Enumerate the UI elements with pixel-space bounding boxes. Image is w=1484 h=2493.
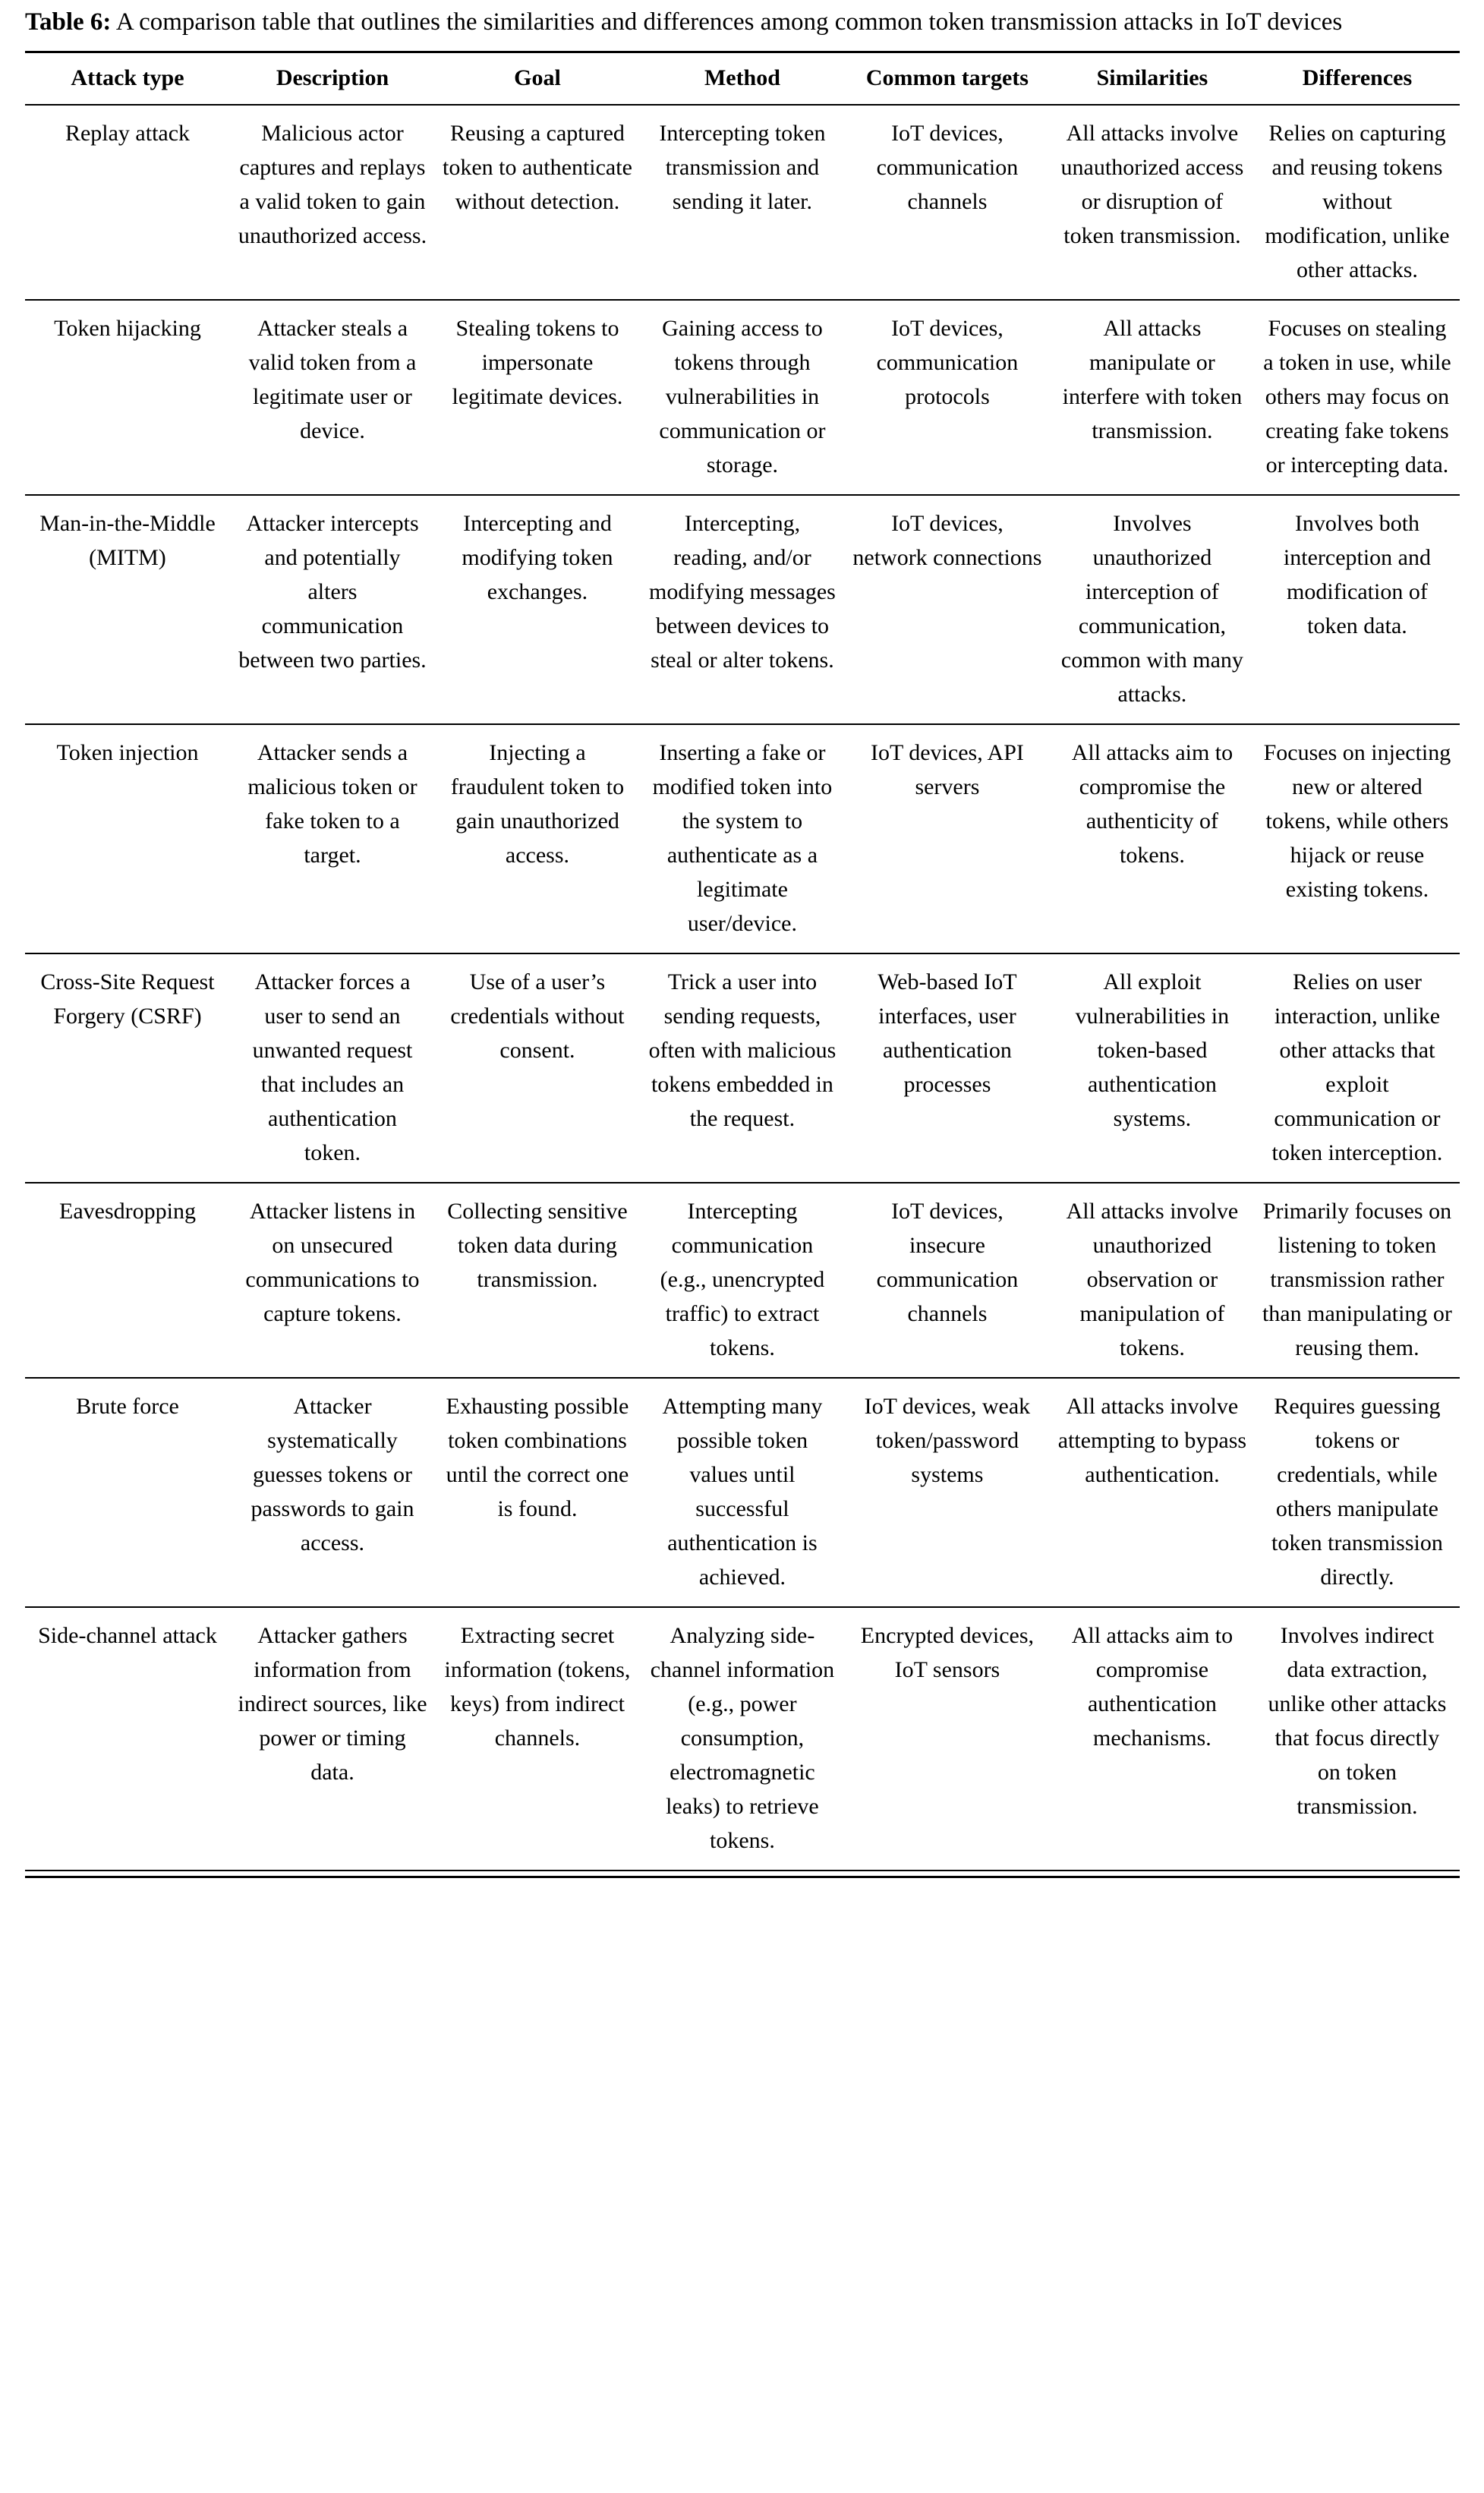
cell-common-targets: IoT devices, insecure communication channels: [845, 1183, 1050, 1378]
cell-differences: Focuses on injecting new or altered tokens, while others hijack or reuse existing tokens.: [1255, 724, 1460, 953]
table-row: [25, 1607, 1460, 1871]
cell-method: Gaining access to tokens through vulnerabilities in communication or storage.: [640, 300, 845, 495]
table-row: [25, 724, 1460, 953]
header-similarities: Similarities: [1050, 52, 1255, 105]
comparison-table: [25, 51, 1460, 1879]
header-differences: Differences: [1255, 52, 1460, 105]
cell-method: Inserting a fake or modified token into the system to authenticate as a legitimate user/device.: [640, 724, 845, 953]
cell-common-targets: Encrypted devices, IoT sensors: [845, 1607, 1050, 1871]
cell-goal: Use of a user’s credentials without consent.: [435, 953, 640, 1183]
header-goal: Goal: [435, 52, 640, 105]
cell-similarities: All exploit vulnerabilities in token-based authentication systems.: [1050, 953, 1255, 1183]
cell-differences: Involves indirect data extraction, unlike other attacks that focus directly on token transmission.: [1255, 1607, 1460, 1871]
table-caption: [25, 6, 1460, 39]
cell-description: Attacker sends a malicious token or fake token to a target.: [230, 724, 435, 953]
cell-similarities: All attacks aim to compromise the authenticity of tokens.: [1050, 724, 1255, 953]
header-row: [25, 52, 1460, 105]
cell-method: Intercepting, reading, and/or modifying messages between devices to steal or alter tokens.: [640, 495, 845, 724]
header-method: Method: [640, 52, 845, 105]
bottom-rule-row: [25, 1871, 1460, 1877]
cell-goal: Injecting a fraudulent token to gain unauthorized access.: [435, 724, 640, 953]
cell-common-targets: IoT devices, network connections: [845, 495, 1050, 724]
cell-differences: Primarily focuses on listening to token transmission rather than manipulating or reusing them.: [1255, 1183, 1460, 1378]
cell-similarities: All attacks involve attempting to bypass authentication.: [1050, 1378, 1255, 1607]
cell-similarities: All attacks involve unauthorized access or disruption of token transmission.: [1050, 105, 1255, 300]
header-attack-type: Attack type: [25, 52, 230, 105]
cell-goal: Reusing a captured token to authenticate without detection.: [435, 105, 640, 300]
cell-common-targets: IoT devices, communication protocols: [845, 300, 1050, 495]
cell-attack-type: Eavesdropping: [25, 1183, 230, 1378]
cell-attack-type: Token injection: [25, 724, 230, 953]
cell-method: Trick a user into sending requests, often with malicious tokens embedded in the request.: [640, 953, 845, 1183]
cell-similarities: All attacks aim to compromise authentication mechanisms.: [1050, 1607, 1255, 1871]
cell-description: Attacker steals a valid token from a legitimate user or device.: [230, 300, 435, 495]
table-caption-text: A comparison table that outlines the similarities and differences among common token transmission attacks in IoT devices: [115, 8, 1343, 36]
cell-common-targets: Web-based IoT interfaces, user authentication processes: [845, 953, 1050, 1183]
cell-goal: Extracting secret information (tokens, keys) from indirect channels.: [435, 1607, 640, 1871]
cell-description: Attacker intercepts and potentially alters communication between two parties.: [230, 495, 435, 724]
header-common-targets: Common targets: [845, 52, 1050, 105]
table-row: [25, 495, 1460, 724]
cell-goal: Stealing tokens to impersonate legitimate devices.: [435, 300, 640, 495]
bottom-rule: [25, 1871, 1460, 1877]
cell-goal: Exhausting possible token combinations until the correct one is found.: [435, 1378, 640, 1607]
cell-similarities: All attacks involve unauthorized observation or manipulation of tokens.: [1050, 1183, 1255, 1378]
cell-method: Analyzing side-channel information (e.g., power consumption, electromagnetic leaks) to retrieve tokens.: [640, 1607, 845, 1871]
cell-goal: Intercepting and modifying token exchanges.: [435, 495, 640, 724]
cell-attack-type: Side-channel attack: [25, 1607, 230, 1871]
table-row: [25, 1378, 1460, 1607]
cell-description: Attacker forces a user to send an unwanted request that includes an authentication token.: [230, 953, 435, 1183]
table-caption-label: Table 6:: [25, 8, 112, 36]
cell-common-targets: IoT devices, API servers: [845, 724, 1050, 953]
cell-goal: Collecting sensitive token data during transmission.: [435, 1183, 640, 1378]
table-row: [25, 953, 1460, 1183]
cell-attack-type: Token hijacking: [25, 300, 230, 495]
cell-attack-type: Cross-Site Request Forgery (CSRF): [25, 953, 230, 1183]
cell-common-targets: IoT devices, weak token/password systems: [845, 1378, 1050, 1607]
cell-description: Attacker systematically guesses tokens or passwords to gain access.: [230, 1378, 435, 1607]
cell-differences: Relies on user interaction, unlike other attacks that exploit communication or token interception.: [1255, 953, 1460, 1183]
cell-attack-type: Man-in-the-Middle (MITM): [25, 495, 230, 724]
cell-similarities: Involves unauthorized interception of communication, common with many attacks.: [1050, 495, 1255, 724]
cell-description: Malicious actor captures and replays a valid token to gain unauthorized access.: [230, 105, 435, 300]
table-row: [25, 1183, 1460, 1378]
cell-attack-type: Replay attack: [25, 105, 230, 300]
cell-differences: Requires guessing tokens or credentials, while others manipulate token transmission directly.: [1255, 1378, 1460, 1607]
cell-method: Intercepting communication (e.g., unencrypted traffic) to extract tokens.: [640, 1183, 845, 1378]
table-row: [25, 300, 1460, 495]
header-description: Description: [230, 52, 435, 105]
cell-differences: Focuses on stealing a token in use, while others may focus on creating fake tokens or intercepting data.: [1255, 300, 1460, 495]
cell-differences: Involves both interception and modification of token data.: [1255, 495, 1460, 724]
cell-method: Intercepting token transmission and sending it later.: [640, 105, 845, 300]
cell-method: Attempting many possible token values until successful authentication is achieved.: [640, 1378, 845, 1607]
cell-description: Attacker listens in on unsecured communications to capture tokens.: [230, 1183, 435, 1378]
cell-common-targets: IoT devices, communication channels: [845, 105, 1050, 300]
table-row: [25, 105, 1460, 300]
cell-similarities: All attacks manipulate or interfere with token transmission.: [1050, 300, 1255, 495]
cell-differences: Relies on capturing and reusing tokens without modification, unlike other attacks.: [1255, 105, 1460, 300]
cell-attack-type: Brute force: [25, 1378, 230, 1607]
cell-description: Attacker gathers information from indirect sources, like power or timing data.: [230, 1607, 435, 1871]
